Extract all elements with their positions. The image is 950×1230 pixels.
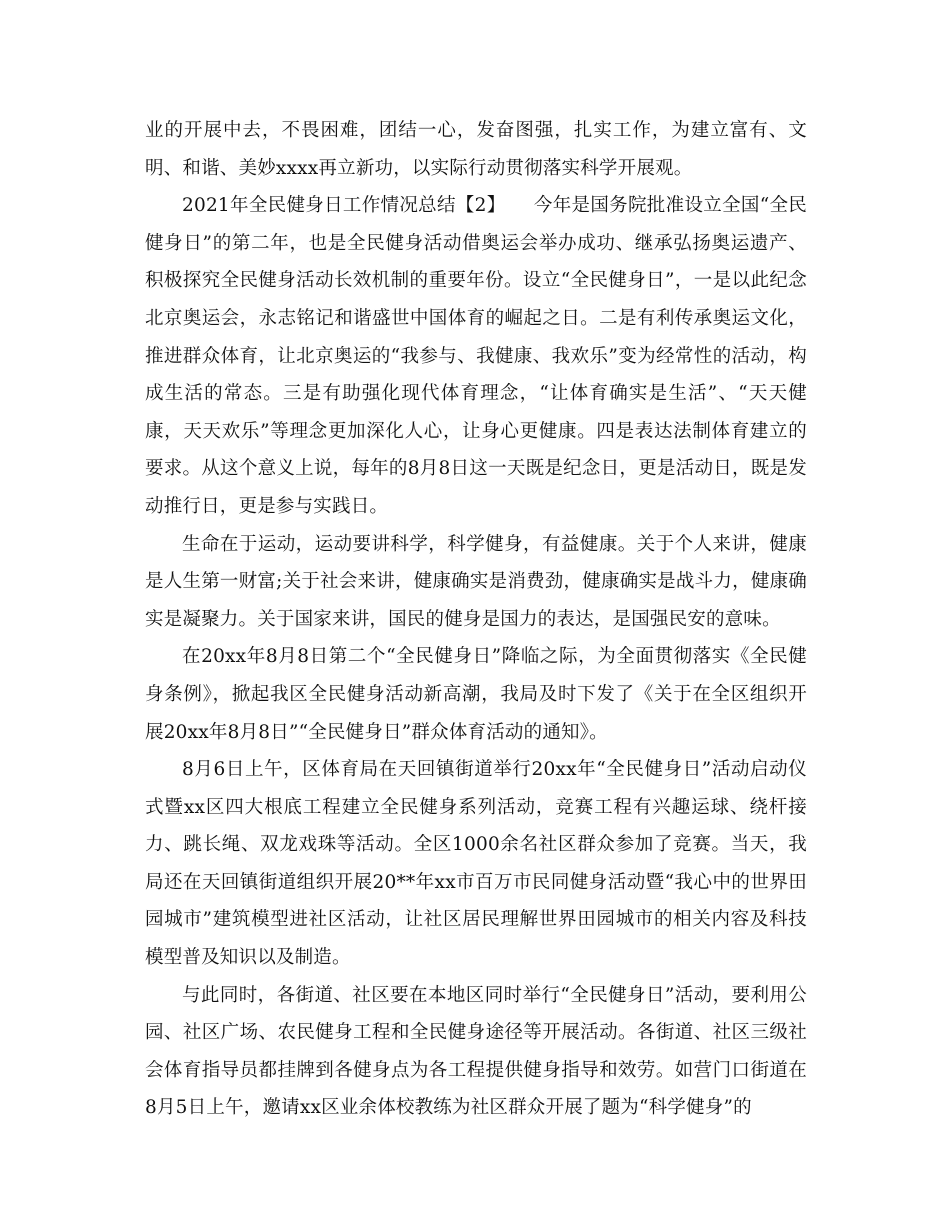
paragraph-health: 生命在于运动，运动要讲科学，科学健身，有益健康。关于个人来讲，健康是人生第一财富;关于社会来讲，健康确实是消费劲，健康确实是战斗力，健康确实是凝聚力。关于国家来讲，国民的健身是国力的表达，是国强民安的意味。: [145, 533, 807, 630]
paragraph-launch-ceremony: 8月6日上午，区体育局在天回镇街道举行20xx年“全民健身日”活动启动仪式暨xx区四大根底工程建立全民健身系列活动，竞赛工程有兴趣运球、绕杆接力、跳长绳、双龙戏珠等活动。全区1000余名社区群众参加了竞赛。当天，我局还在天回镇街道组织开展20**年xx市百万市民同健身活动暨“我心中的世界田园城市”建筑模型进社区活动，让社区居民理解世界田园城市的相关内容及科技模型普及知识以及制造。: [145, 759, 807, 969]
paragraph-fitness-day: 在20xx年8月8日第二个“全民健身日”降临之际，为全面贯彻落实《全民健身条例》，掀起我区全民健身活动新高潮，我局及时下发了《关于在全区组织开展20xx年8月8日”“全民健身日”群众体育活动的通知》。: [145, 646, 807, 743]
paragraph-community-activities: 与此同时，各街道、社区要在本地区同时举行“全民健身日”活动，要利用公园、社区广场、农民健身工程和全民健身途径等开展活动。各街道、社区三级社会体育指导员都挂牌到各健身点为各工程提供健身指导和效劳。如营门口街道在8月5日上午，邀请xx区业余体校教练为社区群众开展了题为“科学健身”的: [145, 984, 807, 1119]
paragraph-continuation: 业的开展中去，不畏困难，团结一心，发奋图强，扎实工作，为建立富有、文明、和谐、美妙xxxx再立新功，以实际行动贯彻落实科学开展观。: [145, 120, 807, 179]
paragraph-summary-intro: 2021年全民健身日工作情况总结【2】 今年是国务院批准设立全国“全民健身日”的第二年，也是全民健身活动借奥运会举办成功、继承弘扬奥运遗产、积极探究全民健身活动长效机制的重要年份。设立“全民健身日”，一是以此纪念北京奥运会，永志铭记和谐盛世中国体育的崛起之日。二是有利传承奥运文化，推进群众体育，让北京奥运的“我参与、我健康、我欢乐”变为经常性的活动，构成生活的常态。三是有助强化现代体育理念，“让体育确实是生活”、“天天健康，天天欢乐”等理念更加深化人心，让身心更健康。四是表达法制体育建立的要求。从这个意义上说，每年的8月8日这一天既是纪念日，更是活动日，既是发动推行日，更是参与实践日。: [145, 195, 807, 517]
document-page: [145, 112, 807, 1127]
